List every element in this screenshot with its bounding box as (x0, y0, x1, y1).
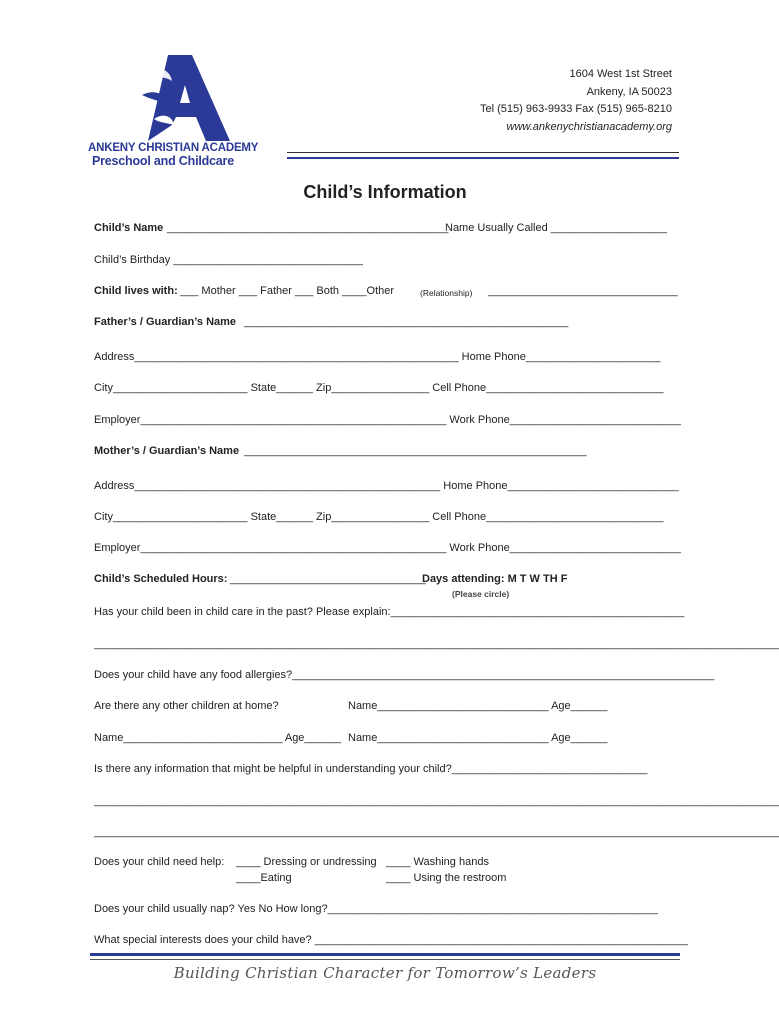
father-employer-row[interactable]: Employer__________________________________________________ Work Phone____________________________ (94, 414, 682, 426)
help-washing-option[interactable]: ____ Washing hands (386, 856, 489, 868)
mother-employer-row[interactable]: Employer__________________________________________________ Work Phone____________________________ (94, 542, 682, 554)
footer-divider (90, 959, 680, 960)
page-title: Child’s Information (303, 182, 467, 202)
mother-address-row[interactable]: Address__________________________________________________ Home Phone____________________________ (94, 480, 679, 492)
food-allergies-row[interactable]: Does your child have any food allergies?_____________________________________________________________________ (94, 669, 715, 681)
name-usually-called-field[interactable]: Name Usually Called ___________________ (445, 222, 667, 234)
lives-with-options[interactable]: ___ Mother ___ Father ___ Both ____Other (180, 285, 395, 297)
mother-guardian-field[interactable]: ________________________________________________________ (244, 445, 587, 457)
need-help-label: Does your child need help: (94, 856, 225, 868)
helpful-info-row[interactable]: Is there any information that might be helpful in understanding your child?________________________________ (94, 763, 648, 775)
school-logo (88, 55, 278, 167)
father-address-row[interactable]: Address_____________________________________________________ Home Phone______________________ (94, 351, 661, 363)
logo-academy-name: ANKENY CHRISTIAN ACADEMY (88, 142, 259, 154)
help-dressing-option[interactable]: ____ Dressing or undressing (236, 856, 377, 868)
father-guardian-label: Father’s / Guardian’s Name (94, 316, 237, 328)
other-children-label: Are there any other children at home? (94, 700, 279, 712)
help-eating-option[interactable]: ____Eating (236, 872, 292, 884)
helpful-info-line-2[interactable]: ________________________________________________________________________________________________________________ (94, 826, 779, 838)
relationship-note: (Relationship) (420, 288, 473, 298)
special-interests-row[interactable]: What special interests does your child have? _____________________________________________________________ (94, 934, 688, 946)
lives-with-label: Child lives with: (94, 285, 178, 297)
footer-motto: Building Christian Character for Tomorrow’s Leaders (173, 964, 597, 982)
sibling-name-age-1[interactable]: Name____________________________ Age______ (348, 700, 608, 712)
address-city: Ankeny, IA 50023 (586, 85, 672, 98)
helpful-info-line-1[interactable]: ________________________________________________________________________________________________________________ (94, 795, 779, 807)
address-phone: Tel (515) 963-9933 Fax (515) 965-8210 (479, 103, 672, 115)
childs-birthday-field[interactable]: Child’s Birthday _______________________________ (94, 254, 363, 266)
father-city-row[interactable]: City______________________ State______ Zip________________ Cell Phone_____________________________ (94, 382, 664, 394)
scheduled-hours-label: Child’s Scheduled Hours: (94, 573, 228, 585)
father-guardian-field[interactable]: _____________________________________________________ (244, 316, 569, 328)
footer-divider-blue (90, 953, 680, 956)
scheduled-hours-field[interactable]: ________________________________ (230, 573, 426, 585)
relationship-field[interactable]: _______________________________ (488, 285, 678, 297)
childcare-past-line[interactable]: ________________________________________________________________________________________________________________ (94, 638, 779, 650)
school-address (480, 66, 672, 136)
mother-city-row[interactable]: City______________________ State______ Zip________________ Cell Phone_____________________________ (94, 511, 664, 523)
address-street: 1604 West 1st Street (569, 68, 672, 80)
header-divider (287, 152, 679, 153)
childs-name-label: Child’s Name (94, 222, 164, 234)
address-website: www.ankenychristianacademy.org (506, 120, 672, 133)
help-restroom-option[interactable]: ____ Using the restroom (386, 872, 507, 884)
sibling-name-age-3[interactable]: Name____________________________ Age______ (348, 732, 608, 744)
please-circle-note: (Please circle) (452, 589, 510, 599)
days-attending[interactable]: Days attending: M T W TH F (422, 573, 568, 585)
header-divider-blue (287, 157, 679, 159)
mother-guardian-label: Mother’s / Guardian’s Name (94, 445, 240, 457)
sibling-name-age-2[interactable]: Name__________________________ Age______ (94, 732, 342, 744)
childcare-past-row[interactable]: Has your child been in child care in the past? Please explain:________________________________________________ (94, 606, 685, 618)
nap-row[interactable]: Does your child usually nap? Yes No How long?______________________________________________________ (94, 903, 658, 915)
childs-name-field[interactable]: ______________________________________________ (167, 222, 449, 234)
logo-preschool-name: Preschool and Childcare (92, 154, 234, 168)
eagle-a-logo-icon (140, 55, 230, 145)
